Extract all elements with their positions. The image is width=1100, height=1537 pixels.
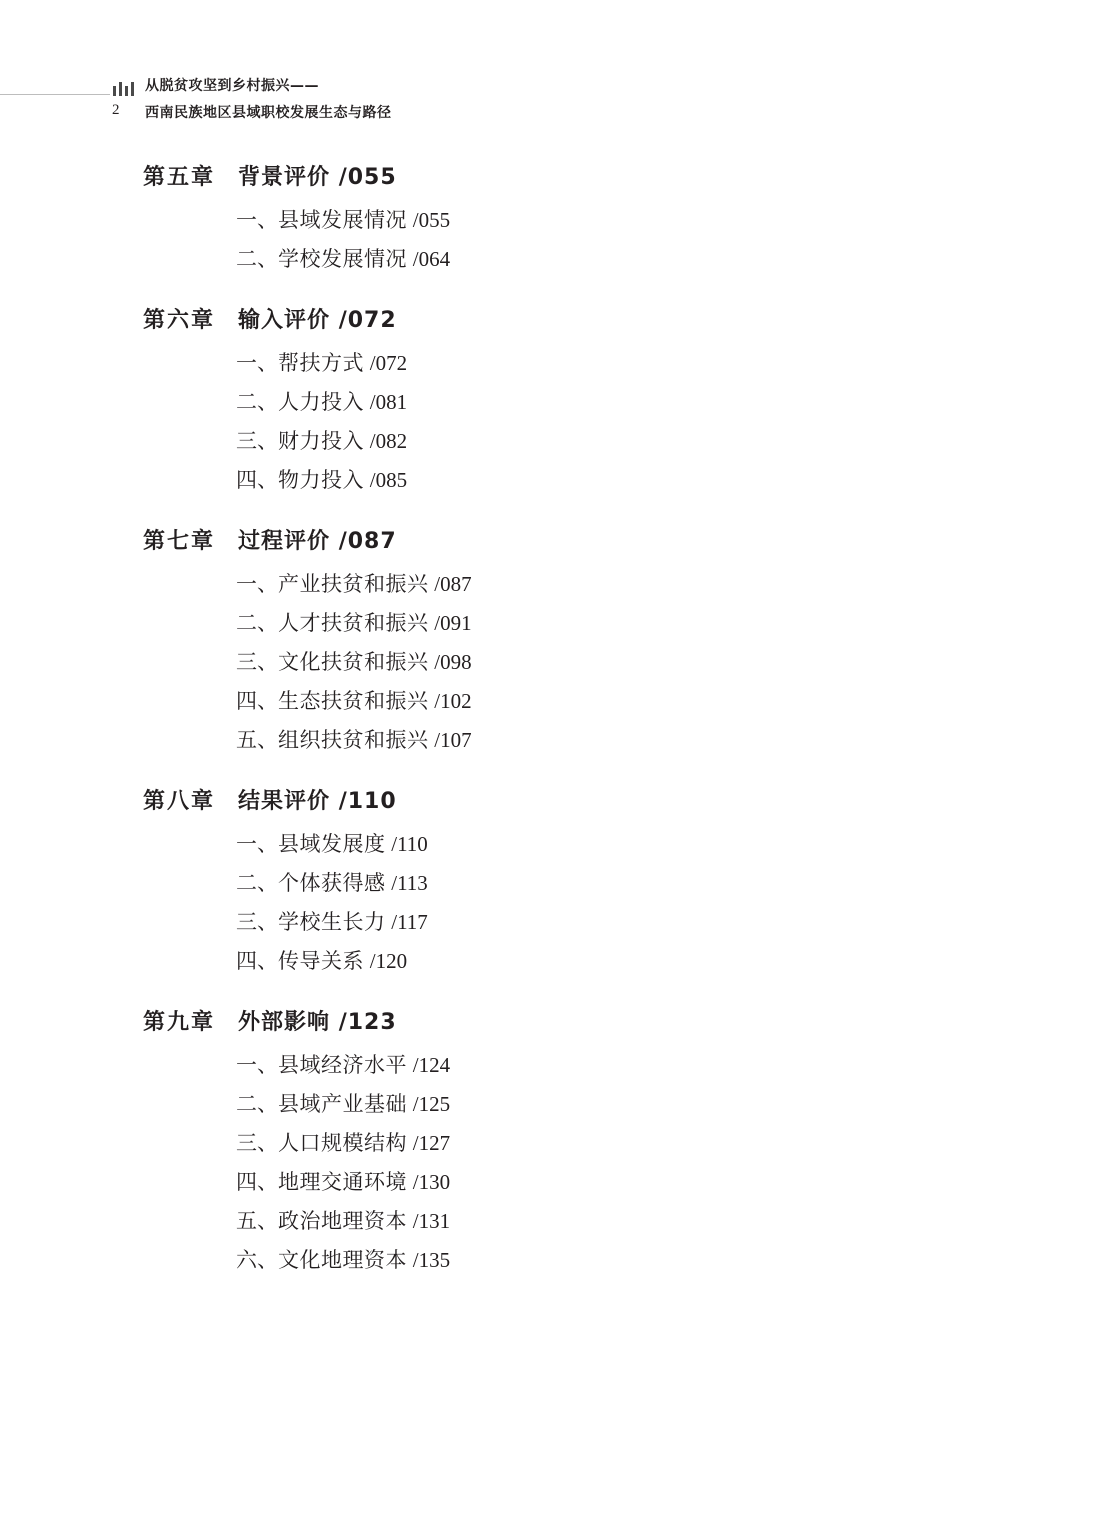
toc-entry-ordinal: 三、	[236, 650, 278, 674]
toc-entry[interactable]	[236, 942, 1100, 981]
toc-entry-label: 组织扶贫和振兴	[278, 728, 429, 752]
toc-entry-label: 人口规模结构	[278, 1131, 407, 1155]
toc-entry[interactable]	[236, 344, 1100, 383]
toc-entry-label: 文化扶贫和振兴	[278, 650, 429, 674]
toc-entry[interactable]	[236, 825, 1100, 864]
toc-chapter-title	[238, 1005, 397, 1036]
toc-entry-label: 政治地理资本	[278, 1209, 407, 1233]
toc-entry-page: /072	[369, 351, 408, 375]
toc-entry-label: 生态扶贫和振兴	[278, 689, 429, 713]
toc-entry-ordinal: 五、	[236, 728, 278, 752]
toc-entry[interactable]	[236, 240, 1100, 279]
toc-entry-label: 地理交通环境	[278, 1170, 407, 1194]
toc-entry-ordinal: 四、	[236, 689, 278, 713]
toc-entry-label: 学校发展情况	[278, 247, 407, 271]
toc-entry[interactable]	[236, 643, 1100, 682]
toc-entry-ordinal: 一、	[236, 208, 278, 232]
toc-entry-label: 学校生长力	[278, 910, 386, 934]
toc-chapter-heading[interactable]	[143, 303, 1100, 334]
header-title-line1: 从脱贫攻坚到乡村振兴——	[145, 78, 319, 94]
toc-chapter-heading[interactable]	[143, 524, 1100, 555]
book-mark-icon	[113, 80, 137, 96]
toc-entry-ordinal: 一、	[236, 832, 278, 856]
toc-chapter	[0, 784, 1100, 981]
toc-entry[interactable]	[236, 1124, 1100, 1163]
toc-entry-label: 县域产业基础	[278, 1092, 407, 1116]
toc-entry-ordinal: 二、	[236, 390, 278, 414]
toc-entry-label: 产业扶贫和振兴	[278, 572, 429, 596]
toc-entry[interactable]	[236, 461, 1100, 500]
toc-entry-ordinal: 三、	[236, 1131, 278, 1155]
toc-entry-label: 县域经济水平	[278, 1053, 407, 1077]
toc-chapter	[0, 160, 1100, 279]
toc-entry-label: 物力投入	[278, 468, 364, 492]
toc-entry-label: 县域发展度	[278, 832, 386, 856]
toc-chapter-page: /110	[338, 789, 397, 814]
toc-entry-ordinal: 四、	[236, 1170, 278, 1194]
toc-entry-ordinal: 六、	[236, 1248, 278, 1272]
toc-entry-page: /127	[412, 1131, 451, 1155]
toc-entry-label: 帮扶方式	[278, 351, 364, 375]
toc-entry[interactable]	[236, 565, 1100, 604]
header-title-line2: 西南民族地区县域职校发展生态与路径	[145, 105, 392, 121]
toc-entry-label: 县域发展情况	[278, 208, 407, 232]
toc-entry-page: /131	[412, 1209, 451, 1233]
toc-entry-page: /113	[391, 871, 428, 895]
toc-entry-ordinal: 二、	[236, 611, 278, 635]
page-number: 2	[112, 102, 120, 118]
toc-entry-page: /135	[412, 1248, 451, 1272]
toc-entry[interactable]	[236, 864, 1100, 903]
running-header	[0, 72, 1100, 132]
toc-entry-page: /055	[412, 208, 451, 232]
toc-chapter-heading[interactable]	[143, 784, 1100, 815]
toc-chapter-number: 第五章	[143, 165, 216, 190]
toc-chapter-title	[238, 303, 397, 334]
toc-entry-label: 文化地理资本	[278, 1248, 407, 1272]
toc-chapter-page: /123	[338, 1010, 397, 1035]
toc-entry-label: 个体获得感	[278, 871, 386, 895]
toc-entry[interactable]	[236, 422, 1100, 461]
toc-entry[interactable]	[236, 1085, 1100, 1124]
toc-entry-list	[236, 565, 1100, 760]
toc-entry-page: /107	[434, 728, 472, 752]
toc-chapter-title-text: 过程评价	[238, 529, 331, 554]
toc-entry[interactable]	[236, 201, 1100, 240]
toc-entry-label: 传导关系	[278, 949, 364, 973]
toc-chapter	[0, 303, 1100, 500]
toc-entry[interactable]	[236, 1163, 1100, 1202]
toc-entry-page: /124	[412, 1053, 451, 1077]
toc-entry-ordinal: 四、	[236, 468, 278, 492]
toc-entry-page: /082	[369, 429, 408, 453]
toc-entry-page: /085	[369, 468, 408, 492]
toc-entry-page: /110	[391, 832, 428, 856]
header-rule	[0, 94, 110, 95]
toc-chapter-heading[interactable]	[143, 160, 1100, 191]
toc-entry-page: /091	[434, 611, 472, 635]
toc-chapter-title-text: 输入评价	[238, 308, 331, 333]
toc-entry[interactable]	[236, 1241, 1100, 1280]
toc-entry[interactable]	[236, 721, 1100, 760]
toc-entry-page: /098	[434, 650, 472, 674]
toc-chapter-number: 第八章	[143, 789, 216, 814]
toc-entry-ordinal: 五、	[236, 1209, 278, 1233]
toc-entry-page: /130	[412, 1170, 451, 1194]
toc-chapter-page: /087	[338, 529, 397, 554]
toc-entry-ordinal: 二、	[236, 247, 278, 271]
toc-chapter-title	[238, 784, 397, 815]
toc-entry-page: /087	[434, 572, 472, 596]
toc-chapter-number: 第九章	[143, 1010, 216, 1035]
toc-entry-page: /102	[434, 689, 472, 713]
toc-entry-ordinal: 一、	[236, 351, 278, 375]
toc-entry-ordinal: 二、	[236, 871, 278, 895]
toc-entry-list	[236, 201, 1100, 279]
table-of-contents	[0, 160, 1100, 1304]
toc-entry[interactable]	[236, 383, 1100, 422]
toc-entry-ordinal: 四、	[236, 949, 278, 973]
toc-chapter-title	[238, 524, 397, 555]
toc-chapter-title	[238, 160, 397, 191]
toc-entry-page: /120	[369, 949, 408, 973]
toc-entry[interactable]	[236, 1202, 1100, 1241]
toc-entry-page: /081	[369, 390, 408, 414]
toc-entry[interactable]	[236, 604, 1100, 643]
toc-entry-page: /117	[391, 910, 428, 934]
toc-entry[interactable]	[236, 1046, 1100, 1085]
toc-chapter-page: /072	[338, 308, 397, 333]
toc-chapter-title-text: 外部影响	[238, 1010, 331, 1035]
toc-entry-ordinal: 二、	[236, 1092, 278, 1116]
toc-entry-page: /125	[412, 1092, 451, 1116]
toc-entry[interactable]	[236, 903, 1100, 942]
toc-chapter-heading[interactable]	[143, 1005, 1100, 1036]
toc-chapter-page: /055	[338, 165, 397, 190]
toc-entry-label: 财力投入	[278, 429, 364, 453]
toc-entry-ordinal: 一、	[236, 572, 278, 596]
toc-entry-label: 人才扶贫和振兴	[278, 611, 429, 635]
toc-entry-ordinal: 三、	[236, 429, 278, 453]
toc-entry[interactable]	[236, 682, 1100, 721]
toc-chapter-number: 第六章	[143, 308, 216, 333]
toc-entry-list	[236, 1046, 1100, 1280]
toc-chapter-number: 第七章	[143, 529, 216, 554]
toc-entry-label: 人力投入	[278, 390, 364, 414]
toc-chapter	[0, 1005, 1100, 1280]
toc-entry-list	[236, 344, 1100, 500]
toc-chapter-title-text: 背景评价	[238, 165, 331, 190]
toc-entry-page: /064	[412, 247, 451, 271]
toc-entry-list	[236, 825, 1100, 981]
toc-entry-ordinal: 三、	[236, 910, 278, 934]
toc-entry-ordinal: 一、	[236, 1053, 278, 1077]
toc-chapter	[0, 524, 1100, 760]
toc-chapter-title-text: 结果评价	[238, 789, 331, 814]
